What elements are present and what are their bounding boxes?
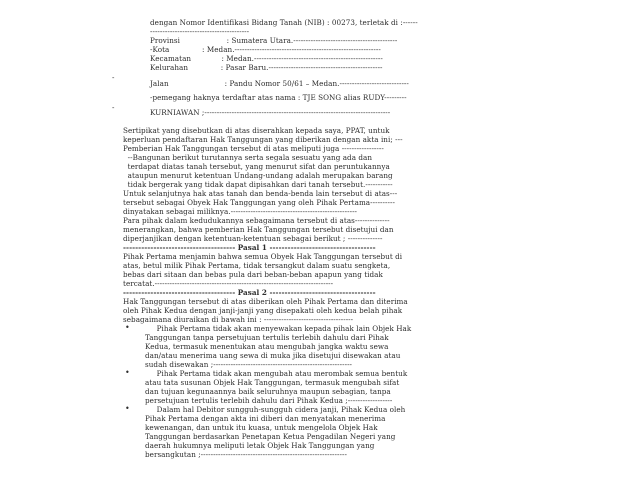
doc-line: tersebut sebagai Obyek Hak Tanggungan yang oleh Pihak Pertama----------: [123, 198, 395, 207]
list-item-line: Tanggungan tanpa persetujuan tertulis terlebih dahulu dari Pihak: [145, 333, 389, 342]
doc-line: Untuk selanjutnya hak atas tanah dan benda-benda lain tersebut di atas---: [123, 189, 398, 198]
doc-line: Hak Tanggungan tersebut di atas diberikan oleh Pihak Pertama dan diterima: [123, 297, 408, 306]
list-item-line: Dalam hal Debitor sungguh-sungguh cidera janji, Pihak Kedua oleh: [145, 405, 406, 414]
doc-line: oleh Pihak Kedua dengan janji-janji yang disepakati oleh kedua belah pihak: [123, 306, 403, 315]
doc-line: -: [112, 103, 115, 112]
doc-line: ----------------------------------------: [150, 27, 250, 36]
doc-line: -: [112, 73, 115, 82]
list-item-line: bersangkutan ;-----------------------------------------------------------: [145, 450, 347, 459]
doc-line: dinyatakan sebagai miliknya.---------------------------------------------------: [123, 207, 358, 216]
list-item-line: sudah disewakan ;--------------------------------------------------------: [145, 360, 353, 369]
bullet-icon: •: [125, 368, 130, 377]
doc-line: -Kota : Medan.-----------------------------------------------------------: [150, 45, 381, 54]
doc-line: ataupun menurut ketentuan Undang-undang adalah merupakan barang: [123, 171, 393, 180]
section-heading: ------------------------------------- Pasal 1 -----------------------------------: [123, 243, 376, 252]
doc-line: sebagaimana diuraikan di bawah ini : ------------------------------------: [123, 315, 354, 324]
bullet-icon: •: [125, 404, 130, 413]
list-item-line: daerah hukumnya meliputi letak Objek Hak Tanggungan yang: [145, 441, 375, 450]
doc-line: bebas dari sitaan dan bebas pula dari beban-beban apapun yang tidak: [123, 270, 383, 279]
list-item-line: Pihak Pertama dengan akta ini diberi dan menyatakan menerima: [145, 414, 386, 423]
doc-line: dengan Nomor Identifikasi Bidang Tanah (NIB) : 00273, terletak di :------: [150, 18, 418, 27]
doc-line: Kecamatan : Medan.----------------------------------------------------: [150, 54, 383, 63]
list-item-line: Pihak Pertama tidak akan menyewakan kepada pihak lain Objek Hak: [145, 324, 412, 333]
list-item-line: dan tujuan kegunaannya baik seluruhnya maupun sebagian, tanpa: [145, 387, 391, 396]
doc-line: atas, betul milik Pihak Pertama, tidak tersangkut dalam suatu sengketa,: [123, 261, 391, 270]
list-item-line: dan/atau menerima uang sewa di muka jika disetujui disewakan atau: [145, 351, 401, 360]
doc-line: diperjanjikan dengan ketentuan-ketentuan sebagai berikut ; --------------: [123, 234, 383, 243]
doc-line: KURNIAWAN ;---------------------------------------------------------------------------: [150, 108, 391, 117]
doc-line: Pihak Pertama menjamin bahwa semua Obyek Hak Tanggungan tersebut di: [123, 252, 403, 261]
list-item-line: kewenangan, dan untuk itu kuasa, untuk mengelola Objek Hak: [145, 423, 378, 432]
doc-line: Kelurahan : Pasar Baru.----------------------------------------------: [150, 63, 383, 72]
doc-line: Pemberian Hak Tanggungan tersebut di atas meliputi juga -----------------: [123, 144, 384, 153]
list-item-line: Kedua, termasuk menentukan atau mengubah jangka waktu sewa: [145, 342, 389, 351]
doc-line: menerangkan, bahwa pemberian Hak Tanggungan tersebut disetujui dan: [123, 225, 394, 234]
bullet-icon: •: [125, 323, 130, 332]
doc-line: -pemegang haknya terdaftar atas nama : TJE SONG alias RUDY---------: [150, 93, 407, 102]
doc-line: Para pihak dalam kedudukannya sebagaimana tersebut di atas--------------: [123, 216, 390, 225]
list-item-line: atau tata susunan Objek Hak Tanggungan, termasuk mengubah sifat: [145, 378, 400, 387]
doc-line: Provinsi : Sumatera Utara.------------------------------------------: [150, 36, 398, 45]
doc-line: tidak bergerak yang tidak dapat dipisahkan dari tanah tersebut.-----------: [123, 180, 393, 189]
doc-line: Sertipikat yang disebutkan di atas diserahkan kepada saya, PPAT, untuk: [123, 126, 390, 135]
doc-line: terdapat diatas tanah tersebut, yang menurut sifat dan peruntukannya: [123, 162, 390, 171]
list-item-line: persetujuan tertulis terlebih dahulu dari Pihak Kedua ;------------------: [145, 396, 393, 405]
doc-line: --Bangunan berikut turutannya serta segala sesuatu yang ada dan: [123, 153, 373, 162]
doc-line: Jalan : Pandu Nomor 50/61 – Medan.----------------------------: [150, 79, 409, 88]
doc-line: keperluan pendaftaran Hak Tanggungan yang diberikan dengan akta ini; ---: [123, 135, 403, 144]
list-item-line: Tanggungan berdasarkan Penetapan Ketua Pengadilan Negeri yang: [145, 432, 396, 441]
doc-line: tercatat.------------------------------------------------------------------------: [123, 279, 334, 288]
section-heading: ------------------------------------- Pasal 2 -----------------------------------: [123, 288, 376, 297]
list-item-line: Pihak Pertama tidak akan mengubah atau merombak semua bentuk: [145, 369, 408, 378]
